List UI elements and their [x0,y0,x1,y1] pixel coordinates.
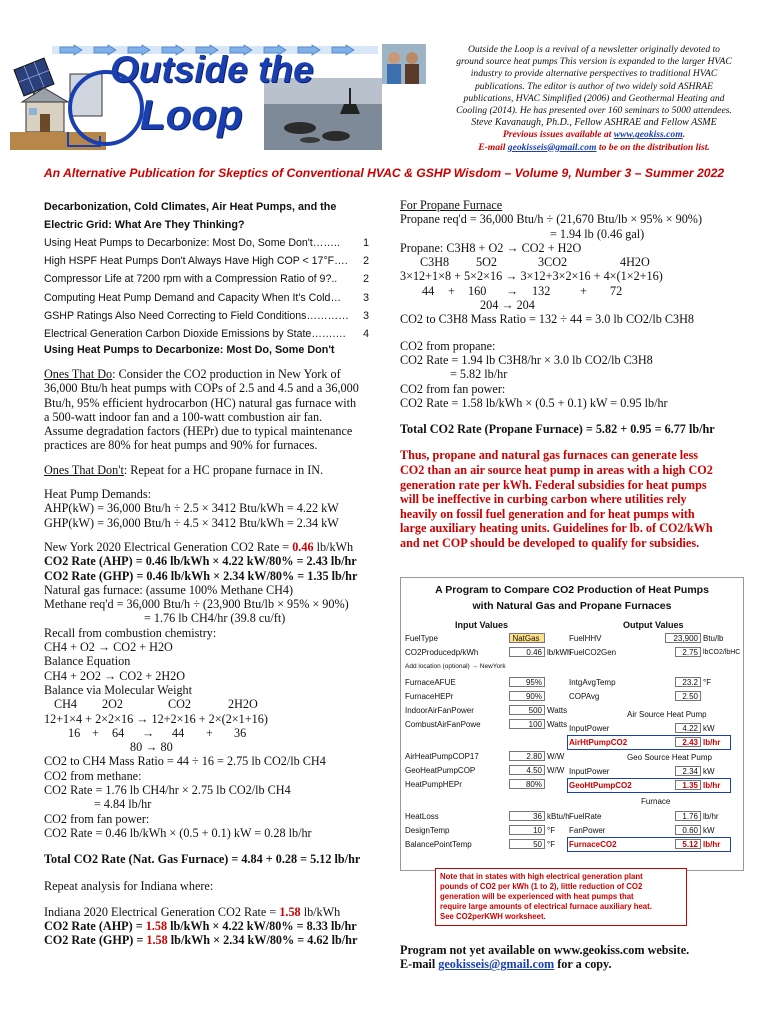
mw-term: 64 [112,725,125,740]
input-header: Input Values [455,620,509,630]
input-label: FurnaceAFUE [405,678,456,687]
in-rate-prefix: Indiana 2020 Electrical Generation CO2 Rate = [44,904,280,919]
output-unit: kW [703,767,715,776]
input-label: AirHeatPumpCOP17 [405,752,479,761]
repeat-line: Repeat analysis for Indiana where: [44,878,214,893]
input-unit: °F [547,826,556,835]
paragraph-line [44,367,380,381]
combust-fan-input[interactable]: 100 [509,719,545,729]
masthead-intro [433,44,755,154]
propane-req-result: = 1.94 lb (0.46 gal) [550,226,645,241]
design-temp-input[interactable]: 10 [509,825,545,835]
previous-prefix: Previous issues available at [502,129,614,141]
house-icon [22,88,68,132]
mass-ratio-line: CO2 to C3H8 Mass Ratio = 132 ÷ 44 = 3.0 lb CO2/lb C3H8 [400,312,694,327]
input-unit: W/W [547,766,565,775]
note-line: pounds of CO2 per kWh (1 to 2), little reduction of CO2 [440,882,643,891]
mw-col: CO2 [168,697,192,712]
mw-col: C3H8 [420,255,450,270]
toc-item-dots: …. [334,255,348,268]
fuel-rate-output: 1.76 [675,811,701,821]
mw-term: → [142,725,155,740]
toc-item[interactable] [44,270,369,288]
program-availability-note [400,943,740,972]
ahp-kw-line: AHP(kW) = 36,000 Btu/h ÷ 2.5 × 3412 Btu/kWh = 4.22 kW [44,501,339,516]
toc-item-dots: …….… [311,328,347,341]
equation-line: CH4 + 2O2 → CO2 + 2H2O [44,668,186,683]
conclusion-line: large auxiliary heating units. Guidelines for lb. of CO2/kWh [400,521,713,536]
email-suffix: to be on the distribution list. [596,141,710,153]
conclusion-line: CO2 than an air source heat pump in areas with a high CO2 [400,463,713,478]
furnace-hepr-input[interactable]: 90% [509,691,545,701]
output-label: FuelHHV [569,634,602,643]
conclusion-paragraph [400,448,740,550]
mw-col: 4H2O [620,255,650,270]
total-propane-line: Total CO2 Rate (Propane Furnace) = 5.82 + 0.95 = 6.77 lb/hr [400,422,715,437]
fuel-co2gen-output: 2.75 [675,647,701,657]
indoor-fan-input[interactable]: 500 [509,705,545,715]
mw-col: CH4 [54,697,78,712]
toc-item[interactable] [44,325,369,343]
ashp-co2-output: 2.43 [675,737,701,747]
toc-item-title: Electrical Generation Carbon Dioxide Emissions by State [44,328,312,341]
mw-columns [400,255,740,269]
input-label: CO2Producedp/kWh [405,648,479,657]
ny-rate-line [44,540,380,554]
methane-result-line: = 1.76 lb CH4/hr (39.8 cu/ft) [144,611,286,626]
paragraph-line [44,463,380,477]
toc-item-page: 1 [363,237,369,249]
methane-req-line: Methane req'd = 36,000 Btu/h ÷ (23,900 Btu/lb × 95% × 90%) [44,597,349,612]
input-label: IndoorAirFanPower [405,706,474,715]
mw-line: 12+1×4 + 2×2×16 → 12+2×16 + 2×(2×1+16) [44,711,268,726]
mw-term: + [92,725,99,740]
mw-col: 2H2O [228,697,258,712]
gshp-co2-label: GeoHtPumpCO2 [569,781,632,790]
conclusion-line: will be ineffective in curbing carbon where utilities rely [400,492,687,507]
ashp-section-label: Air Source Heat Pump [627,710,707,719]
mw-term: + [206,725,213,740]
intro-line: Cooling (2014). He has presented over 160 seminars to 5000 attendees. [456,105,732,117]
hp-hepr-input[interactable]: 80% [509,779,545,789]
spreadsheet-screenshot [400,577,744,871]
note-line: Note that in states with high electrical generation plant [440,872,643,881]
output-unit: kW [703,826,715,835]
intro-line: publications, HVAC Simplified (2006) and Geothermal Heating and [463,92,725,104]
in-rate-line [44,905,380,919]
footer-email-link[interactable]: geokisseis@gmail.com [438,957,555,972]
table-of-contents [44,198,369,343]
fuel-hhv-output: 23,900 [665,633,701,643]
output-label: InputPower [569,767,610,776]
logo-title-line2: Loop [140,91,243,138]
gshp-co2-output: 1.35 [675,780,701,790]
ghp-kw-line: GHP(kW) = 36,000 Btu/h ÷ 4.5 × 3412 Btu/kWh = 2.34 kW [44,515,339,530]
input-unit: kBtu/h [547,812,570,821]
paragraph-text: : Consider the CO2 production in New York of [112,367,341,381]
furnace-section-label: Furnace [641,797,671,806]
cop-avg-output: 2.50 [675,691,701,701]
output-unit: Btu/lb [703,634,724,643]
ashp-input-power-output: 4.22 [675,723,701,733]
input-unit: lb/kWh [547,648,572,657]
mw-col: 5O2 [476,255,497,270]
heat-loss-input[interactable]: 36 [509,811,545,821]
toc-item[interactable] [44,234,369,252]
ny-rate-unit: lb/kWh [313,539,354,554]
email-link[interactable]: geokisseis@gmail.com [507,141,597,153]
sheet-title-line1: A Program to Compare CO2 Production of Heat Pumps [435,584,709,596]
people-photo-icon [382,44,426,84]
paragraph-line: practices are 80% for heat pumps and 90% for furnaces. [44,438,318,453]
output-unit: lb/hr [703,812,719,821]
issue-tagline: An Alternative Publication for Skeptics of Conventional HVAC & GSHP Wisdom – Volume 9, Number 3 – Summer 2022 [43,166,725,180]
fuel-type-input[interactable]: NatGas [509,633,545,643]
location-label: Add location (optional) → NewYork [405,663,506,670]
ng-furnace-line: Natural gas furnace: (assume 100% Methane CH4) [44,582,294,597]
hp-demands-heading: Heat Pump Demands: [44,487,151,502]
previous-suffix: . [682,129,686,141]
gshp-input-power-output: 2.34 [675,766,701,776]
output-unit: lb/hr [703,738,721,747]
paragraph-line: Assume degradation factors (HEPr) due to typical maintenance [44,424,353,439]
rate-methane-line: CO2 Rate = 1.76 lb CH4/hr × 2.75 lb CO2/lb CH4 [44,783,291,798]
paragraph-text: : Repeat for a HC propane furnace in IN. [123,462,324,477]
section-heading: Using Heat Pumps to Decarbonize: Most Do, Some Don't [44,344,335,356]
conclusion-line: heavily on fossil fuel generation and for heat pumps with [400,506,695,521]
in-ghp-rate: 1.58 [146,933,168,948]
in-rate-unit: lb/kWh [300,904,341,919]
ny-rate-prefix: New York 2020 Electrical Generation CO2 Rate = [44,539,293,554]
in-ahp-line [44,919,380,933]
in-ghp-line [44,933,380,947]
input-label: DesignTemp [405,826,450,835]
output-unit: lb/hr [703,840,721,849]
mw-term: 132 [532,283,551,298]
mw-col: 3CO2 [538,255,568,270]
toc-item-title: High HSPF Heat Pumps Don't Always Have High COP < 17°F [44,255,335,268]
toc-item-dots: … [330,291,342,304]
ones-that-dont-label: Ones That Don't [44,462,124,477]
note-line: generation will be experienced with heat pumps that [440,892,634,901]
input-label: HeatLoss [405,812,439,821]
output-label: FuelCO2Gen [569,648,617,657]
mw-term: 44 [172,725,185,740]
rate-propane-line: CO2 Rate = 1.94 lb C3H8/hr × 3.0 lb CO2/lb C3H8 [400,352,653,367]
intro-line: industry to provide alternative perspectives to traditional HVAC [470,68,718,80]
editor-byline: Steve Kavanaugh, Ph.D., Fellow ASHRAE and Fellow ASME [471,117,717,129]
mw-sum-line [44,726,380,740]
mw-total-line: 204 → 204 [480,298,535,313]
toc-heading-line1: Decarbonization, Cold Climates, Air Heat Pumps, and the [44,201,337,213]
in-ghp-prefix: CO2 Rate (GHP) = [44,933,147,948]
mass-ratio-line: CO2 to CH4 Mass Ratio = 44 ÷ 16 = 2.75 lb CO2/lb CH4 [44,754,326,769]
masthead-logo [10,44,426,150]
ny-rate-value: 0.46 [292,539,314,554]
mw-line: 3×12+1×8 + 5×2×16 → 3×12+3×2×16 + 4×(1×2+16) [400,269,663,284]
output-unit: kW [703,724,715,733]
intro-line: ground source heat pumps This version is expanded to the larger HVAC [456,56,732,68]
sheet-title-line2: with Natural Gas and Propane Furnaces [472,600,672,612]
output-unit: °F [703,678,712,687]
total-ng-line: Total CO2 Rate (Nat. Gas Furnace) = 4.84 + 0.28 = 5.12 lb/hr [44,852,361,867]
mw-total-line: 80 → 80 [130,740,173,755]
left-column [44,343,380,948]
sheet-title [401,582,743,614]
input-label: FuelType [405,634,438,643]
geo-hp-cop-input[interactable]: 4.50 [509,765,545,775]
toc-item-title: GSHP Ratings Also Need Correcting to Field Conditions [44,309,307,322]
toc-item-title: Using Heat Pumps to Decarbonize: Most Do, Some Don't [44,237,313,249]
balance-heading: Balance Equation [44,654,131,669]
right-column [400,198,740,551]
propane-equation: Propane: C3H8 + O2 → CO2 + H2O [400,240,582,255]
paragraph-line: 36,000 Btu/h heat pumps with COPs of 2.5 and 4.5 and a 36,000 [44,381,359,396]
ny-ghp-line: CO2 Rate (GHP) = 0.46 lb/kWh × 2.34 kW/80% = 1.35 lb/hr [44,568,358,583]
mw-term: → [506,283,519,298]
conclusion-line: generation rate per kWh. Federal subsidies for heat pumps [400,477,707,492]
balance-temp-input[interactable]: 50 [509,839,545,849]
ny-ahp-line: CO2 Rate (AHP) = 0.46 lb/kWh × 4.22 kW/80% = 2.43 lb/hr [44,554,357,569]
mw-term: + [580,283,587,298]
toc-item-dots: .. [331,273,338,286]
toc-heading-line2: Electric Grid: What Are They Thinking? [44,219,245,231]
propane-req-line: Propane req'd = 36,000 Btu/h ÷ (21,670 Btu/lb × 95% × 90%) [400,212,703,227]
toc-item-dots: …….. [312,237,340,249]
in-ahp-rate: 1.58 [145,919,168,934]
mw-heading: Balance via Molecular Weight [44,682,193,697]
rate-fan-line: CO2 Rate = 1.58 lb/kWh × (0.5 + 0.1) kW = 0.95 lb/hr [400,395,668,410]
input-label: CombustAirFanPowe [405,720,481,729]
mw-term: + [448,283,455,298]
toc-item-page: 3 [363,309,369,322]
note-line: require large amounts of electrical furnace auxiliary heat. [440,902,652,911]
toc-item[interactable] [44,252,369,270]
email-prefix: E-mail [478,141,508,153]
output-header: Output Values [623,620,684,630]
mw-sum-line [400,284,740,298]
from-fan-line: CO2 from fan power: [44,811,150,826]
rate-propane-result: = 5.82 lb/hr [450,367,508,382]
in-ahp-suffix: lb/kWh × 4.22 kW/80% = 8.33 lb/hr [167,919,357,934]
previous-issues-line [433,129,755,141]
furnace-co2-label: FurnaceCO2 [569,840,617,849]
toc-item-page: 3 [363,291,369,304]
output-label: COPAvg [569,692,600,701]
input-label: FurnaceHEPr [405,692,454,701]
rate-fan-line: CO2 Rate = 0.46 lb/kWh × (0.5 + 0.1) kW = 0.28 lb/hr [44,825,312,840]
mw-columns [44,697,380,711]
email-line [433,142,755,154]
sheet-note [435,868,687,926]
toc-item-page: 4 [363,328,369,341]
footer-line1: Program not yet available on www.geokiss.com website. [400,943,690,957]
ashp-co2-label: AirHtPumpCO2 [569,738,628,747]
from-fan-line: CO2 from fan power: [400,381,506,396]
toc-item-title: Computing Heat Pump Demand and Capacity When It's Cold [44,291,331,304]
input-label: BalancePointTemp [405,840,472,849]
output-unit: lb/hr [703,781,721,790]
paragraph-line: Btu/h, 95% efficient hydrocarbon (HC) natural gas furnace with [44,395,357,410]
furnace-afue-input[interactable]: 95% [509,677,545,687]
intg-avg-temp-output: 23.2 [675,677,701,687]
air-hp-cop-input[interactable]: 2.80 [509,751,545,761]
mw-term: 160 [468,283,487,298]
footer-line2 [400,957,740,971]
conclusion-line: Thus, propane and natural gas furnaces can generate less [400,448,699,463]
co2-per-kwh-input[interactable]: 0.46 [509,647,545,657]
equation-line: CH4 + O2 → CO2 + H2O [44,640,173,655]
toc-item[interactable] [44,289,369,307]
input-unit: W/W [547,752,565,761]
input-label: HeatPumpHEPr [405,780,462,789]
geokiss-link[interactable]: www.geokiss.com [613,129,683,141]
intro-line: Outside the Loop is a revival of a newsletter originally devoted to [468,44,720,55]
logo-title-line1: Outside the [110,49,314,90]
output-label: FuelRate [569,812,602,821]
footer-suffix: for a copy. [554,957,612,972]
input-unit: Watts [547,706,568,715]
furnace-co2-output: 5.12 [675,839,701,849]
intro-line: publications. The editor is author of two widely sold ASHRAE [474,80,714,92]
from-methane-line: CO2 from methane: [44,768,142,783]
footer-prefix: E-mail [400,957,439,972]
input-unit: Watts [547,720,568,729]
mw-term: 72 [610,283,623,298]
propane-heading: For Propane Furnace [400,198,503,212]
output-unit: lbCO2/lbHC [703,649,741,656]
mw-term: 36 [234,725,247,740]
input-label: GeoHeatPumpCOP [405,766,476,775]
paragraph-line: a 500-watt indoor fan and a 100-watt combustion air fan. [44,409,323,424]
conclusion-line: and net COP should be developed to qualify for subsidies. [400,536,700,551]
output-label: InputPower [569,724,610,733]
input-unit: °F [547,840,556,849]
gshp-section-label: Geo Source Heat Pump [627,753,712,762]
from-propane-line: CO2 from propane: [400,338,496,353]
toc-item[interactable] [44,307,369,325]
in-rate-value: 1.58 [279,904,301,919]
mw-col: 2O2 [102,697,123,712]
output-label: FanPower [569,826,606,835]
toc-item-title: Compressor Life at 7200 rpm with a Compression Ratio of 9? [44,273,332,286]
note-line: See CO2perKWH worksheet. [440,912,546,921]
in-ghp-suffix: lb/kWh × 2.34 kW/80% = 4.62 lb/hr [167,933,358,948]
toc-item-page: 2 [363,255,369,268]
fan-power-output: 0.60 [675,825,701,835]
recall-line: Recall from combustion chemistry: [44,625,217,640]
mw-term: 16 [68,725,81,740]
ones-that-do-label: Ones That Do [44,367,113,381]
mw-term: 44 [422,283,435,298]
toc-item-dots: ………… [306,309,349,322]
toc-item-page: 2 [363,273,369,286]
rate-methane-result: = 4.84 lb/hr [94,797,152,812]
output-label: IntgAvgTemp [569,678,616,687]
in-ahp-prefix: CO2 Rate (AHP) = [44,919,146,934]
